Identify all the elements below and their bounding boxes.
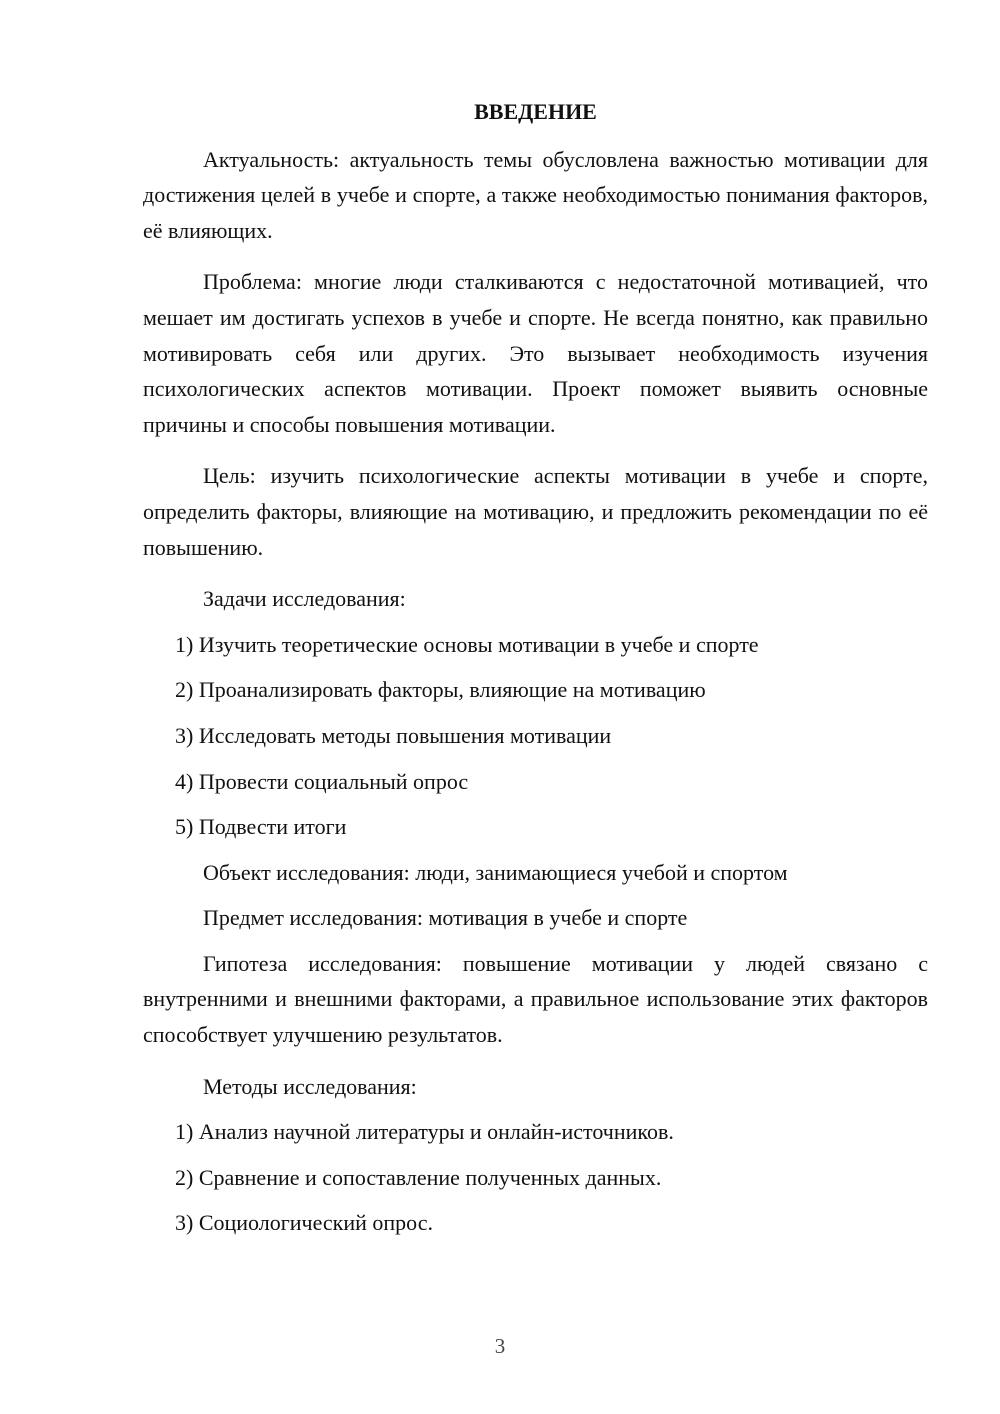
section-title: ВВЕДЕНИЕ: [474, 99, 597, 124]
object-line: Объект исследования: люди, занимающиеся учебой и спортом: [203, 859, 788, 885]
methods-list: [143, 1114, 928, 1241]
tasks-heading: Задачи исследования:: [203, 586, 406, 612]
list-item: 1) Анализ научной литературы и онлайн-источников.: [175, 1119, 674, 1145]
list-item: 2) Сравнение и сопоставление полученных данных.: [175, 1164, 662, 1190]
goal-paragraph: Цель: изучить психологические аспекты мотивации в учебе и спорте, определить факторы, влияющие на мотивацию, и предложить рекомендации по её повышению.: [143, 463, 928, 560]
list-item: 3) Исследовать методы повышения мотивации: [175, 722, 612, 748]
subject-line: Предмет исследования: мотивация в учебе и спорте: [203, 905, 688, 931]
page-number: 3: [494, 1334, 506, 1358]
methods-heading: Методы исследования:: [203, 1073, 417, 1099]
problem-paragraph: Проблема: многие люди сталкиваются с недостаточной мотивацией, что мешает им достигать успехов в учебе и спорте. Не всегда понятно, как правильно мотивировать себя или других. Это вызывает необходимость изучения психологических аспектов мотивации. Проект поможет выявить основные причины и способы повышения мотивации.: [143, 269, 928, 437]
list-item: 5) Подвести итоги: [175, 814, 347, 840]
hypothesis-paragraph: Гипотеза исследования: повышение мотивации у людей связано с внутренними и внешними факторами, а правильное использование этих факторов способствует улучшению результатов.: [143, 950, 928, 1048]
relevance-paragraph: Актуальность: актуальность темы обусловлена важностью мотивации для достижения целей в учебе и спорте, а также необходимостью понимания факторов, её влияющих.: [143, 146, 928, 243]
list-item: 2) Проанализировать факторы, влияющие на мотивацию: [175, 677, 706, 703]
tasks-list: [143, 627, 928, 845]
list-item: 3) Социологический опрос.: [175, 1210, 433, 1236]
document-page: [143, 94, 928, 1251]
list-item: 1) Изучить теоретические основы мотивации в учебе и спорте: [175, 631, 759, 657]
list-item: 4) Провести социальный опрос: [175, 768, 469, 794]
